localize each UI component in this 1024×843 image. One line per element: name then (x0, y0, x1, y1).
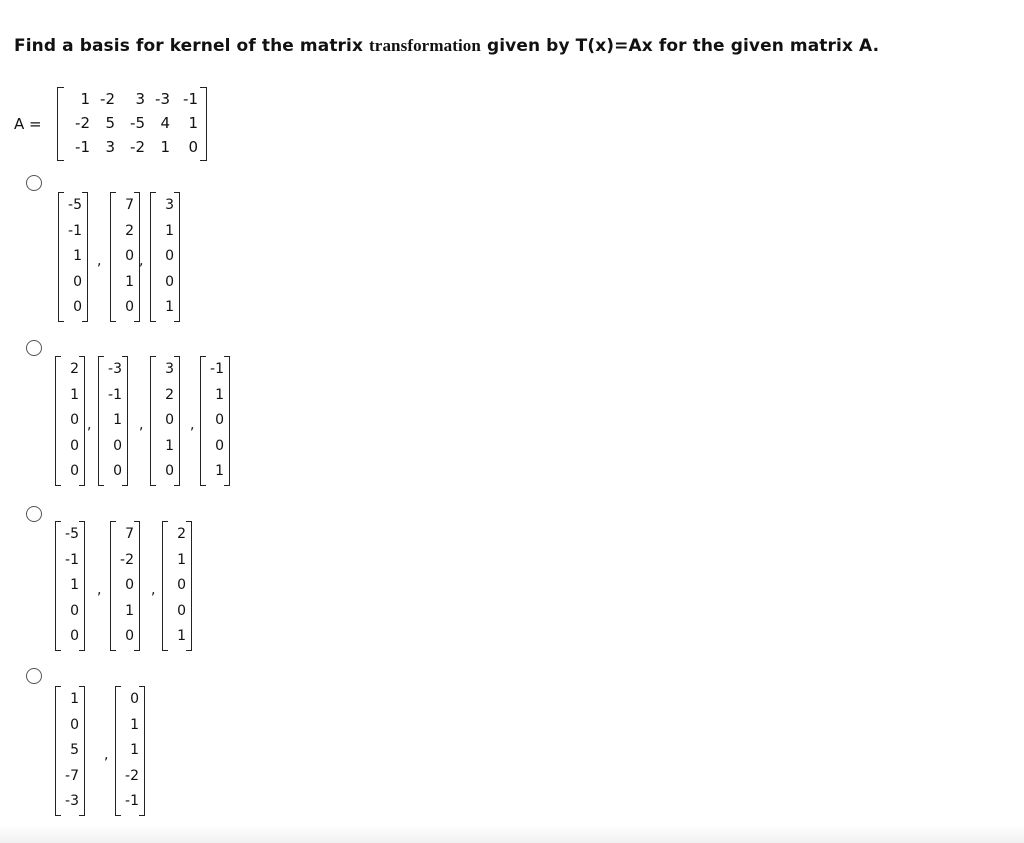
option-4-radio[interactable] (26, 668, 42, 684)
vector-entry: 1 (125, 273, 134, 290)
vector-separator: , (97, 582, 102, 598)
vector-entry: 2 (70, 361, 79, 377)
vector-entry: 0 (125, 248, 134, 264)
vector-right-bracket (139, 686, 145, 816)
matrix-entry: -2 (130, 138, 145, 156)
vector-right-bracket (79, 521, 85, 651)
matrix-entry: -1 (75, 138, 90, 156)
matrix-entry: 1 (160, 138, 170, 156)
vector-entry: 7 (125, 197, 134, 213)
matrix-row (57, 111, 207, 135)
vector-entry: 1 (70, 691, 79, 707)
option-2-vector (200, 356, 230, 488)
vector-entry: 0 (215, 437, 224, 454)
vector-entry: 0 (165, 273, 174, 290)
vector-entry: -1 (210, 361, 224, 377)
vector-entry: -1 (108, 386, 122, 403)
vector-left-bracket (110, 521, 116, 651)
matrix-entry: -1 (183, 90, 198, 108)
vector-left-bracket (150, 356, 156, 486)
vector-entry: 1 (113, 412, 122, 428)
vector-entry: 1 (70, 577, 79, 593)
matrix-entry: -3 (155, 90, 170, 108)
option-1-vector (110, 192, 140, 324)
vector-right-bracket (186, 521, 192, 651)
option-1-vector (58, 192, 88, 324)
vector-entry: 2 (165, 386, 174, 403)
vector-separator: , (190, 417, 195, 433)
matrix-entry: 1 (80, 90, 90, 108)
matrix-row (57, 135, 207, 159)
vector-entry: 0 (165, 463, 174, 479)
option-3-vector (55, 521, 85, 653)
matrix-row (57, 87, 207, 111)
matrix-entry: -2 (100, 90, 115, 108)
option-2-radio[interactable] (26, 340, 42, 356)
vector-entry: 0 (70, 716, 79, 733)
vector-entry: 0 (125, 577, 134, 593)
vector-left-bracket (55, 521, 61, 651)
vector-entry: 2 (125, 222, 134, 239)
option-4-vector (115, 686, 145, 818)
vector-entry: -1 (125, 793, 139, 809)
option-1-radio[interactable] (26, 175, 42, 191)
vector-left-bracket (110, 192, 116, 322)
option-3-vector (162, 521, 192, 653)
matrix-entry: 3 (135, 90, 145, 108)
vector-entry: 1 (73, 248, 82, 264)
vector-entry: -7 (65, 767, 79, 784)
vector-entry: 0 (125, 628, 134, 644)
vector-entry: -1 (68, 222, 82, 239)
option-3-vector (110, 521, 140, 653)
vector-entry: 0 (70, 437, 79, 454)
matrix-label: A = (14, 115, 42, 133)
vector-entry: -2 (125, 767, 139, 784)
option-2-vector (150, 356, 180, 488)
vector-entry: -1 (65, 551, 79, 568)
vector-entry: 1 (165, 299, 174, 315)
vector-entry: 0 (165, 248, 174, 264)
vector-entry: 1 (130, 742, 139, 758)
option-4-vector (55, 686, 85, 818)
vector-separator: , (139, 417, 144, 433)
vector-entry: 0 (73, 299, 82, 315)
vector-entry: 1 (177, 551, 186, 568)
vector-left-bracket (162, 521, 168, 651)
vector-separator: , (151, 582, 156, 598)
vector-entry: 3 (165, 361, 174, 377)
vector-right-bracket (134, 521, 140, 651)
vector-right-bracket (174, 356, 180, 486)
vector-left-bracket (115, 686, 121, 816)
matrix-entry: -5 (130, 114, 145, 132)
vector-entry: 2 (177, 526, 186, 542)
vector-entry: 3 (165, 197, 174, 213)
vector-right-bracket (224, 356, 230, 486)
vector-entry: 0 (70, 463, 79, 479)
vector-entry: -3 (65, 793, 79, 809)
vector-entry: 1 (70, 386, 79, 403)
option-2-vector (55, 356, 85, 488)
matrix-entry: -2 (75, 114, 90, 132)
vector-entry: -5 (65, 526, 79, 542)
vector-entry: 0 (70, 602, 79, 619)
vector-entry: 5 (70, 742, 79, 758)
vector-left-bracket (58, 192, 64, 322)
vector-left-bracket (55, 356, 61, 486)
vector-entry: 0 (73, 273, 82, 290)
matrix-a (57, 87, 207, 161)
vector-left-bracket (200, 356, 206, 486)
vector-entry: 1 (215, 386, 224, 403)
vector-entry: 1 (215, 463, 224, 479)
vector-entry: 0 (177, 577, 186, 593)
question-text (14, 36, 879, 56)
vector-separator: , (87, 417, 92, 433)
vector-right-bracket (82, 192, 88, 322)
vector-entry: 0 (70, 628, 79, 644)
option-2-vector (98, 356, 128, 488)
vector-left-bracket (98, 356, 104, 486)
vector-entry: 0 (125, 299, 134, 315)
matrix-entry: 0 (188, 138, 198, 156)
vector-entry: 0 (113, 437, 122, 454)
vector-entry: 1 (165, 437, 174, 454)
vector-entry: 1 (130, 716, 139, 733)
vector-entry: 0 (215, 412, 224, 428)
option-1-vector (150, 192, 180, 324)
vector-entry: 0 (70, 412, 79, 428)
matrix-entry: 5 (105, 114, 115, 132)
vector-entry: 7 (125, 526, 134, 542)
vector-entry: 1 (165, 222, 174, 239)
vector-entry: 1 (125, 602, 134, 619)
vector-entry: -3 (108, 361, 122, 377)
vector-left-bracket (150, 192, 156, 322)
question-part-2: transformation (369, 36, 481, 55)
option-3-radio[interactable] (26, 506, 42, 522)
vector-right-bracket (79, 686, 85, 816)
vector-right-bracket (79, 356, 85, 486)
vector-entry: 0 (130, 691, 139, 707)
vector-entry: 0 (177, 602, 186, 619)
vector-entry: 0 (113, 463, 122, 479)
page-bottom-edge (0, 825, 1024, 843)
vector-left-bracket (55, 686, 61, 816)
question-part-1: Find a basis for kernel of the matrix (14, 36, 370, 56)
matrix-entry: 1 (188, 114, 198, 132)
vector-entry: 1 (177, 628, 186, 644)
matrix-entry: 3 (105, 138, 115, 156)
matrix-entry: 4 (160, 114, 170, 132)
vector-separator: , (139, 253, 144, 269)
vector-separator: , (104, 747, 109, 763)
question-part-3: given by T(x)=Ax for the given matrix A. (480, 36, 880, 56)
vector-entry: -5 (68, 197, 82, 213)
vector-right-bracket (174, 192, 180, 322)
vector-entry: -2 (120, 551, 134, 568)
vector-entry: 0 (165, 412, 174, 428)
vector-right-bracket (122, 356, 128, 486)
vector-separator: , (97, 253, 102, 269)
